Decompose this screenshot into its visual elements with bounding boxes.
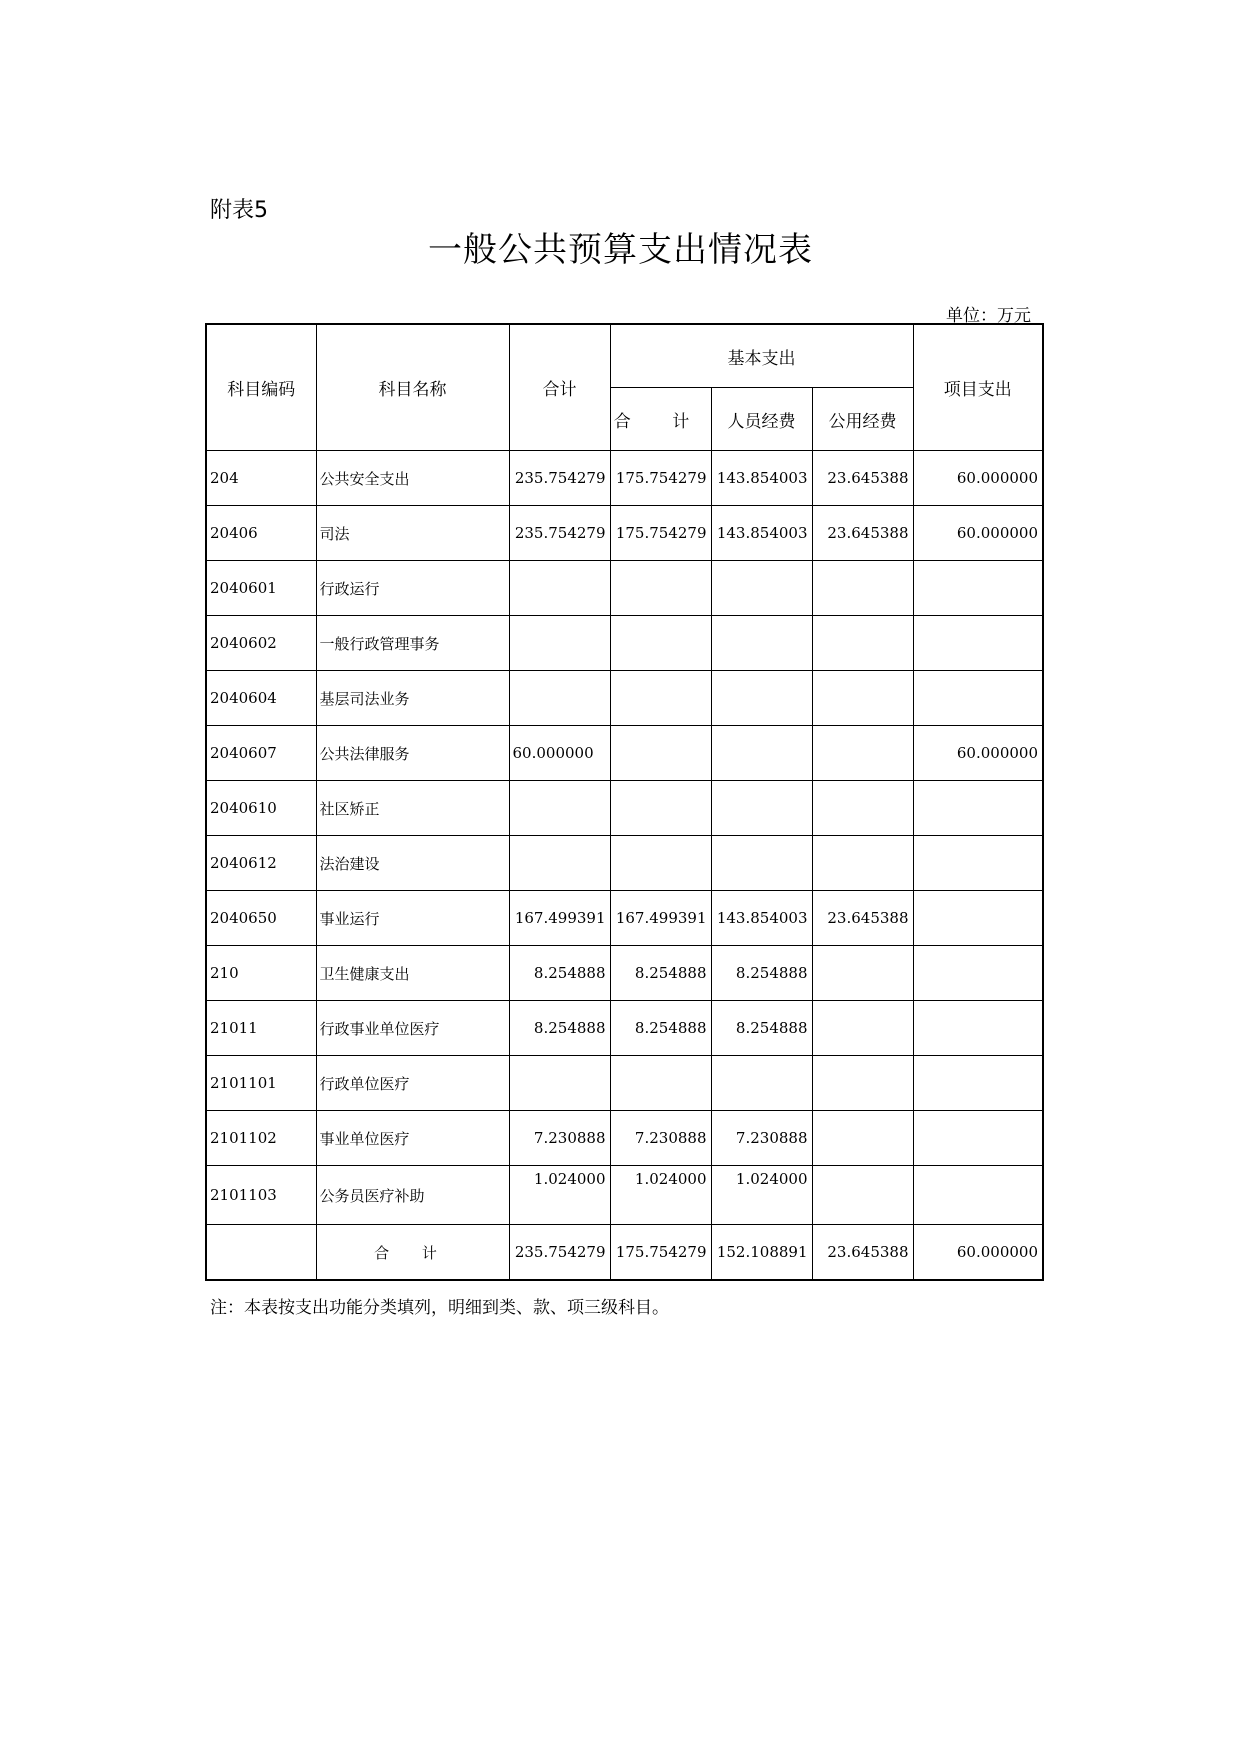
cell-personnel	[711, 671, 812, 726]
table-row	[206, 1001, 1043, 1056]
cell-project: 60.000000	[913, 451, 1043, 506]
cell-basic-total: 8.254888	[610, 1001, 711, 1056]
cell-project	[913, 671, 1043, 726]
header-row-1	[206, 324, 1043, 388]
table-row	[206, 616, 1043, 671]
cell-name: 基层司法业务	[316, 671, 509, 726]
cell-code: 21011	[206, 1001, 316, 1056]
totals-project: 60.000000	[913, 1225, 1043, 1281]
appendix-label: 附表5	[210, 198, 268, 223]
header-basic: 基本支出	[610, 324, 913, 388]
totals-row	[206, 1225, 1043, 1281]
cell-code: 2040602	[206, 616, 316, 671]
table-row	[206, 1056, 1043, 1111]
cell-public	[812, 1056, 913, 1111]
cell-basic-total: 7.230888	[610, 1111, 711, 1166]
cell-name: 司法	[316, 506, 509, 561]
cell-personnel: 8.254888	[711, 1001, 812, 1056]
cell-personnel: 143.854003	[711, 891, 812, 946]
cell-name: 卫生健康支出	[316, 946, 509, 1001]
cell-basic-total	[610, 561, 711, 616]
cell-basic-total	[610, 781, 711, 836]
cell-public	[812, 1166, 913, 1225]
header-public: 公用经费	[812, 388, 913, 451]
cell-personnel	[711, 836, 812, 891]
cell-name: 行政运行	[316, 561, 509, 616]
cell-basic-total	[610, 671, 711, 726]
cell-name: 行政事业单位医疗	[316, 1001, 509, 1056]
table-row	[206, 506, 1043, 561]
totals-public: 23.645388	[812, 1225, 913, 1281]
totals-total: 235.754279	[509, 1225, 610, 1281]
cell-project: 60.000000	[913, 726, 1043, 781]
cell-total: 60.000000	[509, 726, 610, 781]
cell-code: 2101103	[206, 1166, 316, 1225]
table-row	[206, 1166, 1043, 1225]
cell-total	[509, 781, 610, 836]
cell-name: 事业单位医疗	[316, 1111, 509, 1166]
cell-basic-total: 1.024000	[610, 1166, 711, 1225]
cell-personnel: 143.854003	[711, 451, 812, 506]
table-row	[206, 451, 1043, 506]
table-row	[206, 946, 1043, 1001]
cell-public: 23.645388	[812, 891, 913, 946]
cell-code: 2040612	[206, 836, 316, 891]
cell-public: 23.645388	[812, 506, 913, 561]
cell-project	[913, 1056, 1043, 1111]
cell-basic-total	[610, 1056, 711, 1111]
cell-name: 行政单位医疗	[316, 1056, 509, 1111]
header-total: 合计	[509, 324, 610, 451]
table-row	[206, 781, 1043, 836]
cell-name: 公共法律服务	[316, 726, 509, 781]
cell-public	[812, 1001, 913, 1056]
cell-total: 8.254888	[509, 946, 610, 1001]
cell-project	[913, 1001, 1043, 1056]
table-row	[206, 891, 1043, 946]
cell-code: 2040650	[206, 891, 316, 946]
table-row	[206, 671, 1043, 726]
page-title: 一般公共预算支出情况表	[428, 230, 813, 270]
cell-public	[812, 781, 913, 836]
cell-total: 167.499391	[509, 891, 610, 946]
table-row	[206, 726, 1043, 781]
cell-code: 2040610	[206, 781, 316, 836]
cell-personnel: 7.230888	[711, 1111, 812, 1166]
cell-name: 公共安全支出	[316, 451, 509, 506]
cell-personnel	[711, 1056, 812, 1111]
expenditure-table	[205, 323, 1044, 1281]
cell-basic-total: 167.499391	[610, 891, 711, 946]
cell-total: 235.754279	[509, 506, 610, 561]
cell-personnel	[711, 726, 812, 781]
header-project: 项目支出	[913, 324, 1043, 451]
cell-project	[913, 946, 1043, 1001]
cell-project	[913, 1111, 1043, 1166]
cell-project	[913, 891, 1043, 946]
cell-total	[509, 836, 610, 891]
totals-basic-total: 175.754279	[610, 1225, 711, 1281]
totals-personnel: 152.108891	[711, 1225, 812, 1281]
cell-basic-total: 8.254888	[610, 946, 711, 1001]
cell-project	[913, 561, 1043, 616]
cell-personnel: 8.254888	[711, 946, 812, 1001]
cell-personnel: 143.854003	[711, 506, 812, 561]
cell-total: 1.024000	[509, 1166, 610, 1225]
cell-empty	[206, 1225, 316, 1281]
cell-public	[812, 1111, 913, 1166]
header-code: 科目编码	[206, 324, 316, 451]
cell-basic-total	[610, 836, 711, 891]
cell-public	[812, 946, 913, 1001]
cell-total	[509, 561, 610, 616]
cell-project	[913, 781, 1043, 836]
cell-project	[913, 836, 1043, 891]
cell-total	[509, 1056, 610, 1111]
table-row	[206, 836, 1043, 891]
cell-basic-total	[610, 726, 711, 781]
cell-code: 2101102	[206, 1111, 316, 1166]
cell-code: 2040604	[206, 671, 316, 726]
cell-public	[812, 836, 913, 891]
cell-project	[913, 1166, 1043, 1225]
footnote: 注：本表按支出功能分类填列，明细到类、款、项三级科目。	[210, 1298, 669, 1318]
cell-personnel	[711, 781, 812, 836]
cell-code: 2040601	[206, 561, 316, 616]
cell-project: 60.000000	[913, 506, 1043, 561]
cell-public	[812, 726, 913, 781]
header-name: 科目名称	[316, 324, 509, 451]
cell-total: 7.230888	[509, 1111, 610, 1166]
cell-public	[812, 671, 913, 726]
cell-code: 204	[206, 451, 316, 506]
cell-basic-total	[610, 616, 711, 671]
cell-basic-total: 175.754279	[610, 451, 711, 506]
table-row	[206, 1111, 1043, 1166]
table-row	[206, 561, 1043, 616]
cell-personnel	[711, 561, 812, 616]
cell-basic-total: 175.754279	[610, 506, 711, 561]
cell-name: 一般行政管理事务	[316, 616, 509, 671]
cell-personnel: 1.024000	[711, 1166, 812, 1225]
cell-public	[812, 561, 913, 616]
cell-name: 公务员医疗补助	[316, 1166, 509, 1225]
cell-code: 2040607	[206, 726, 316, 781]
cell-name: 事业运行	[316, 891, 509, 946]
header-basic-total: 合 计	[610, 388, 711, 451]
cell-name: 社区矫正	[316, 781, 509, 836]
cell-name: 法治建设	[316, 836, 509, 891]
unit-label: 单位：万元	[946, 306, 1031, 326]
cell-personnel	[711, 616, 812, 671]
totals-label: 合 计	[316, 1225, 509, 1281]
cell-project	[913, 616, 1043, 671]
cell-total	[509, 616, 610, 671]
cell-code: 20406	[206, 506, 316, 561]
header-personnel: 人员经费	[711, 388, 812, 451]
cell-public	[812, 616, 913, 671]
cell-code: 2101101	[206, 1056, 316, 1111]
cell-public: 23.645388	[812, 451, 913, 506]
cell-total: 8.254888	[509, 1001, 610, 1056]
cell-code: 210	[206, 946, 316, 1001]
cell-total: 235.754279	[509, 451, 610, 506]
cell-total	[509, 671, 610, 726]
